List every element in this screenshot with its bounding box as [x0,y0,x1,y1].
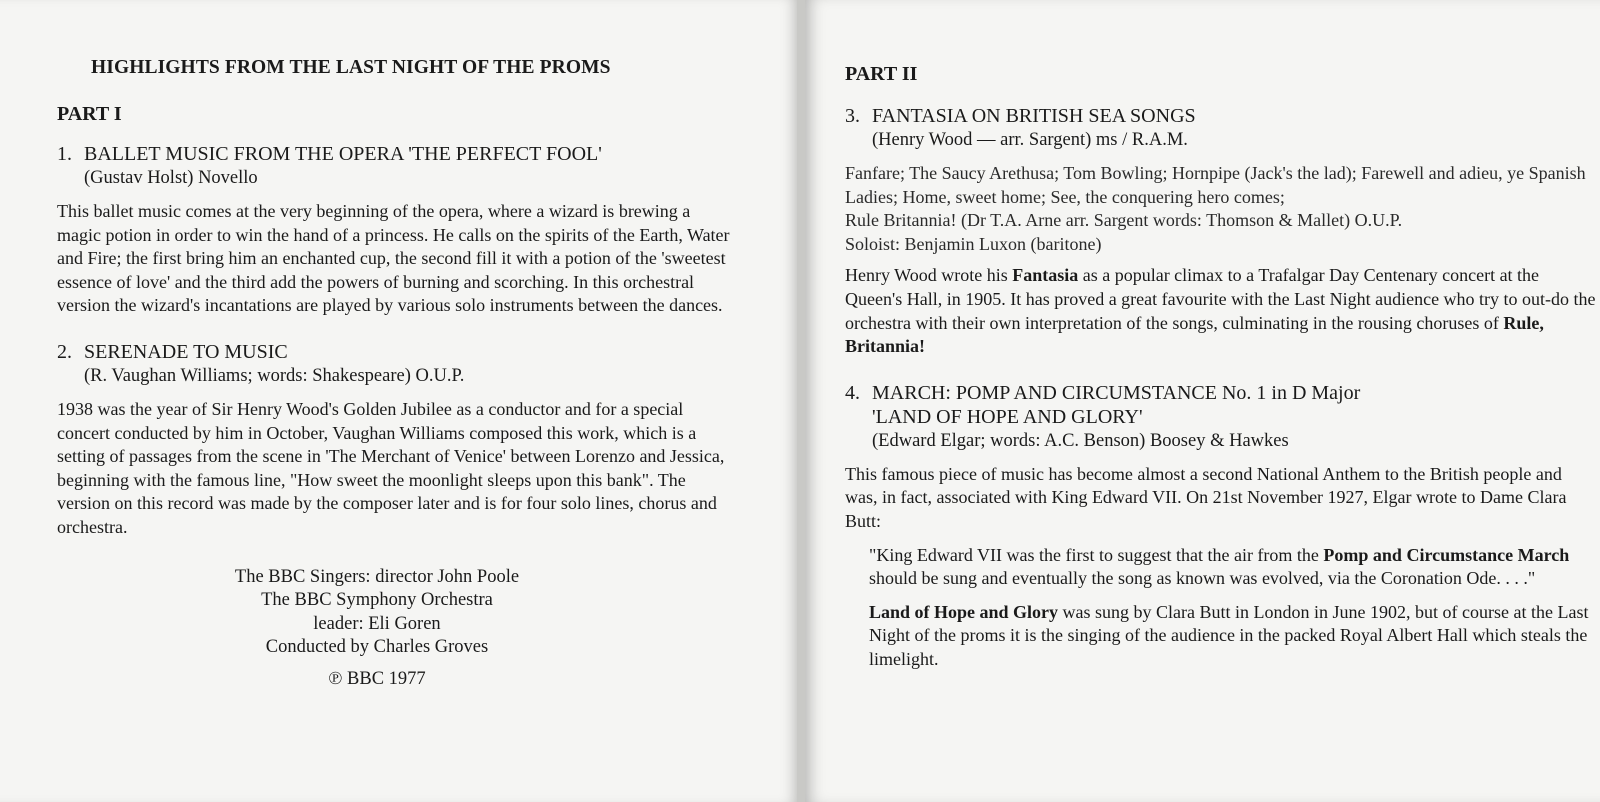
copyright-notice: ℗ BBC 1977 [328,668,426,689]
booklet-spine [797,0,805,802]
item-1-number: 1. [57,143,72,165]
item-2-title: SERENADE TO MUSIC [84,340,288,363]
item-2-description-text: 1938 was the year of Sir Henry Wood's Golden Jubilee as a conductor and for a special concert conducted by him in October, Vaughan Williams composed this work, which is a setting of passages from the scene in 'The Merchant of Venice' between Lorenzo and Jessica, beginning with the famous line, "How sweet the moonlight sleeps upon this bank". The version on this record was made by the composer later and is for four solo lines, chorus and orchestra. [57,398,725,537]
item-3-track-list [845,162,1597,256]
right-page [805,0,1600,802]
item-3-description [845,264,1597,358]
item-3-description-text [845,264,1597,358]
item-1-heading [57,142,737,166]
elgar-quote-text [869,544,1597,591]
item-4 [845,381,1597,672]
item-4-credit: (Edward Elgar; words: A.C. Benson) Boosey & Hawkes [872,430,1289,451]
item-4-number: 4. [845,381,860,404]
credit-conductor: Conducted by Charles Groves [265,637,489,658]
item-3-desc-part-a: Henry Wood wrote his [845,265,1013,286]
item-1-description-text: This ballet music comes at the very beginning of the opera, where a wizard is brewing a magic potion in order to win the hand of a princess. He calls on the spirits of the Earth, Water and Fire; the first bring him an enchanted cup, the second fill it with a potion of the 'sweetest essence of love' and the third add the powers of burning and scorching. In this orchestral version the wizard's incantations are played by various solo instruments between the dances. [57,201,730,316]
performer-credits [57,566,737,692]
left-page-content [57,52,737,692]
item-3-desc-fantasia: Fantasia [1012,265,1079,286]
item-2-description [57,398,737,540]
item-1-credit: (Gustav Holst) Novello [84,168,258,188]
item-4-title: MARCH: POMP AND CIRCUMSTANCE No. 1 in D Major [872,381,1361,404]
item-2-heading [57,340,737,364]
item-3-desc-rule-britannia: Rule, Britannia! [845,312,1544,357]
item-3 [845,104,1597,359]
credit-leader: leader: Eli Goren [313,613,441,634]
item-3-rule-britannia: Rule Britannia! (Dr T.A. Arne arr. Sargent words: Thomson & Mallet) O.U.P. [845,210,1403,231]
closing-text [869,601,1597,672]
item-2-number: 2. [57,340,72,363]
main-title: HIGHLIGHTS FROM THE LAST NIGHT OF THE PROMS [91,57,611,78]
part-one-title: PART I [57,103,122,125]
item-4-heading [845,381,1597,405]
part-two-title: PART II [845,63,918,85]
item-3-desc-part-b: as a popular climax to a Trafalgar Day Centenary concert at the Queen's Hall, in 1905. It has proved a great favourite with the Last Night audience who try to out-do the orchestra with their own interpretation of the songs, culminating in the rousing choruses of [845,265,1596,333]
closing-land-of-hope: Land of Hope and Glory [869,601,1059,622]
item-3-tracks: Fanfare; The Saucy Arethusa; Tom Bowling; Hornpipe (Jack's the lad); Farewell and adieu, ye Spanish Ladies; Home, sweet home; See, the conquering hero comes; [845,163,1586,207]
closing-paragraph [845,601,1597,672]
item-3-heading [845,104,1597,128]
credit-orchestra: The BBC Symphony Orchestra [261,590,493,611]
right-page-content [845,58,1597,682]
quote-part-b: should be sung and eventually the song as known was evolved, via the Coronation Ode. . . ." [869,568,1536,589]
quote-pomp-march: Pomp and Circumstance March [1323,544,1570,565]
item-3-soloist: Soloist: Benjamin Luxon (baritone) [845,233,1102,254]
item-1 [57,142,737,318]
elgar-quote [845,544,1597,591]
closing-rest: was sung by Clara Butt in London in June 1902, but of course at the Last Night of the proms it is the singing of the audience in the packed Royal Albert Hall which steals the limelight. [869,601,1589,669]
item-4-subtitle: 'LAND OF HOPE AND GLORY' [872,405,1143,428]
item-2 [57,340,737,540]
item-1-title: BALLET MUSIC FROM THE OPERA 'THE PERFECT FOOL' [84,143,602,165]
left-page [0,0,797,802]
item-2-credit: (R. Vaughan Williams; words: Shakespeare) O.U.P. [84,365,465,386]
quote-part-a: "King Edward VII was the first to suggest that the air from the [869,544,1324,565]
item-1-description [57,200,737,318]
credit-singers: The BBC Singers: director John Poole [234,566,520,587]
item-3-credit: (Henry Wood — arr. Sargent) ms / R.A.M. [872,130,1188,150]
item-4-description [845,463,1597,534]
item-4-description-text: This famous piece of music has become almost a second National Anthem to the British people and was, in fact, associated with King Edward VII. On 21st November 1927, Elgar wrote to Dame Clara Butt: [845,463,1567,531]
item-3-number: 3. [845,105,860,127]
item-3-title: FANTASIA ON BRITISH SEA SONGS [872,105,1196,127]
